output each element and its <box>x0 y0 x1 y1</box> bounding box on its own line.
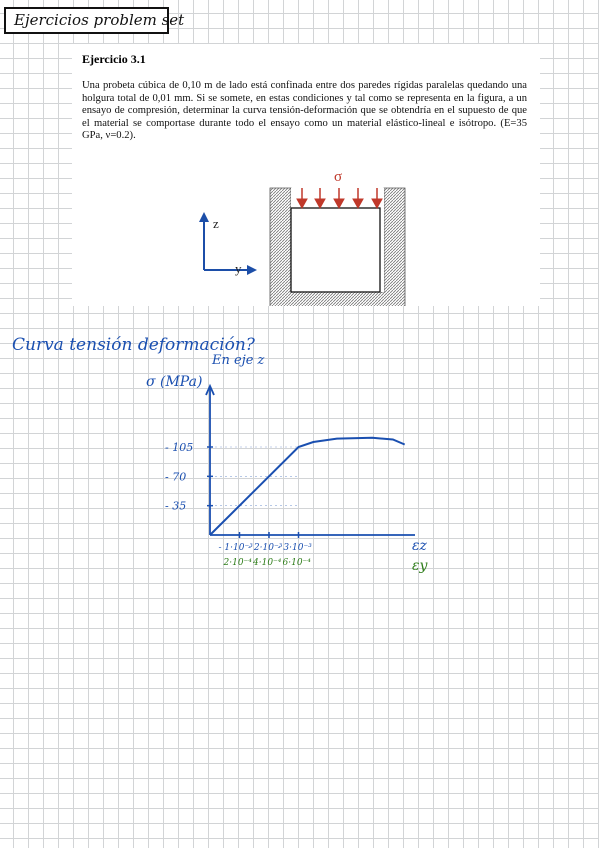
y-tick-label: - 105 <box>165 441 194 454</box>
x-tick-label-z: - 3·10⁻³ <box>277 543 312 553</box>
y-axis-label: y <box>235 261 242 276</box>
x-tick-label-y: 4·10⁻⁴ <box>253 558 282 568</box>
x-tick-label-y: 2·10⁻⁴ <box>223 558 252 568</box>
y-tick-label: - 35 <box>165 499 187 513</box>
stress-strain-curve <box>210 438 405 535</box>
exercise-statement: Una probeta cúbica de 0,10 m de lado está confinada entre dos paredes rígidas paralelas quedando una holgura total de 0,01 mm. Si se somete, en estas condiciones y tal como se representa en la figura, a un ensayo de compresión, determinar la curva tensión-deformación que se obtendría en el supuesto de que el material se comportase durante todo el ensayo como un material elástico-lineal e isótropo. (E=35 GPa, ν=0.2). <box>82 80 527 142</box>
problem-set-title: Ejercicios problem set <box>4 7 169 34</box>
z-axis-label: z <box>213 216 219 231</box>
sigma-label: σ <box>334 169 343 185</box>
y-ticks <box>165 441 300 513</box>
y-tick-label: - 70 <box>165 470 187 484</box>
x-tick-label-z: - 1·10⁻³ <box>218 543 253 553</box>
axis-caption: En eje z <box>212 353 265 368</box>
stress-axis-label: σ (MPa) <box>146 374 203 390</box>
x-tick-label-y: 6·10⁻⁴ <box>282 558 311 568</box>
chart-axes <box>206 386 415 535</box>
question-note: Curva tensión deformación? <box>12 335 255 355</box>
x-ticks <box>219 532 313 568</box>
strain-z-label: εz <box>412 538 427 554</box>
strain-y-label: εy <box>412 558 428 574</box>
x-tick-label-z: - 2·10⁻³ <box>248 543 283 553</box>
exercise-title: Ejercicio 3.1 <box>82 52 146 66</box>
